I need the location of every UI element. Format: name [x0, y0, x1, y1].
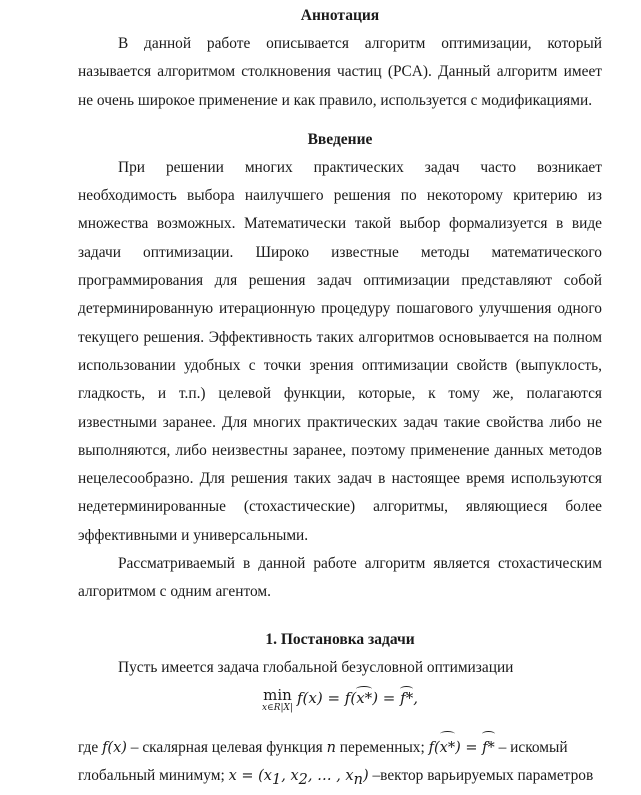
min-subscript: x∈R|X| — [261, 702, 293, 713]
section-1-intro: Пусть имеется задача глобальной безусловной оптимизации — [118, 658, 514, 676]
optimization-formula — [78, 687, 602, 729]
vector-suffix: –вектор варьируемых параметров — [368, 767, 594, 785]
min-label: min — [263, 685, 292, 704]
formula-tail: , — [413, 688, 418, 707]
introduction-heading: Введение — [307, 130, 373, 148]
vector-open: x = (x — [228, 768, 272, 785]
vector-sub-2: 2 — [298, 772, 308, 789]
where-x-star: x* — [440, 734, 455, 762]
vector-comma-1: , x — [281, 768, 299, 785]
where-fx: f(x) — [102, 739, 127, 756]
formula-x-star: x* — [356, 688, 373, 707]
where-mid2: переменных; — [335, 738, 429, 756]
vector-sub-n: n — [353, 772, 363, 789]
section-1-heading: 1. Постановка задачи — [265, 630, 415, 648]
vector-prefix: глобальный минимум; — [78, 767, 229, 785]
vector-close: ) — [362, 768, 369, 785]
formula-lhs: f(x) = f( — [296, 688, 357, 707]
vector-comma-2: , … , x — [307, 768, 354, 785]
vector-sub-1: 1 — [272, 772, 282, 789]
where-f-star: f* — [482, 734, 495, 762]
where-fxs-pre: f( — [428, 739, 440, 756]
where-prefix: где — [78, 738, 103, 756]
formula-f-star: f* — [400, 688, 414, 707]
where-suffix: – искомый — [494, 738, 568, 756]
min-operator — [262, 687, 293, 713]
document-page — [78, 0, 602, 795]
introduction-paragraph-2: Рассматриваемый в данной работе алгоритм является стохастическим алгоритмом с одним агентом. — [78, 555, 602, 601]
where-fxs-eq: ) = — [455, 739, 483, 756]
where-mid: – скалярная целевая функция — [126, 738, 327, 756]
where-n: n — [326, 739, 336, 756]
annotation-heading: Аннотация — [300, 7, 380, 24]
formula-expression — [297, 687, 418, 707]
annotation-paragraph: В данной работе описывается алгоритм оптимизации, который называется алгоритмом столкновения частиц (PCA). Данный алгоритм имеет не очень широкое применение и как правило, используется с модификациями. — [78, 35, 602, 109]
where-line — [78, 734, 602, 762]
formula-eq: ) = — [372, 688, 401, 707]
introduction-paragraph-1: При решении многих практических задач часто возникает необходимость выбора наилучшего решения по некоторому критерию из множества возможных. Математически такой выбор формализуется в виде задачи оптимизации. Широко известные методы математического программирования для решения задач оптимизации представляют собой детерминированную итерационную процедуру пошагового улучшения одного текущего решения. Эффективность таких алгоритмов основывается на полном использовании удобных с точки зрения оптимизации свойств (выпуклость, гладкость, и т.п.) целевой функции, которые, к тому же, полагаются известными заранее. Для многих практических задач такие свойства либо не выполняются, либо неизвестны заранее, поэтому применение данных методов нецелесообразно. Для решения таких задач в настоящее время используются недетерминированные (стохастические) алгоритмы, являющиеся более эффективными и универсальными. — [78, 158, 602, 544]
